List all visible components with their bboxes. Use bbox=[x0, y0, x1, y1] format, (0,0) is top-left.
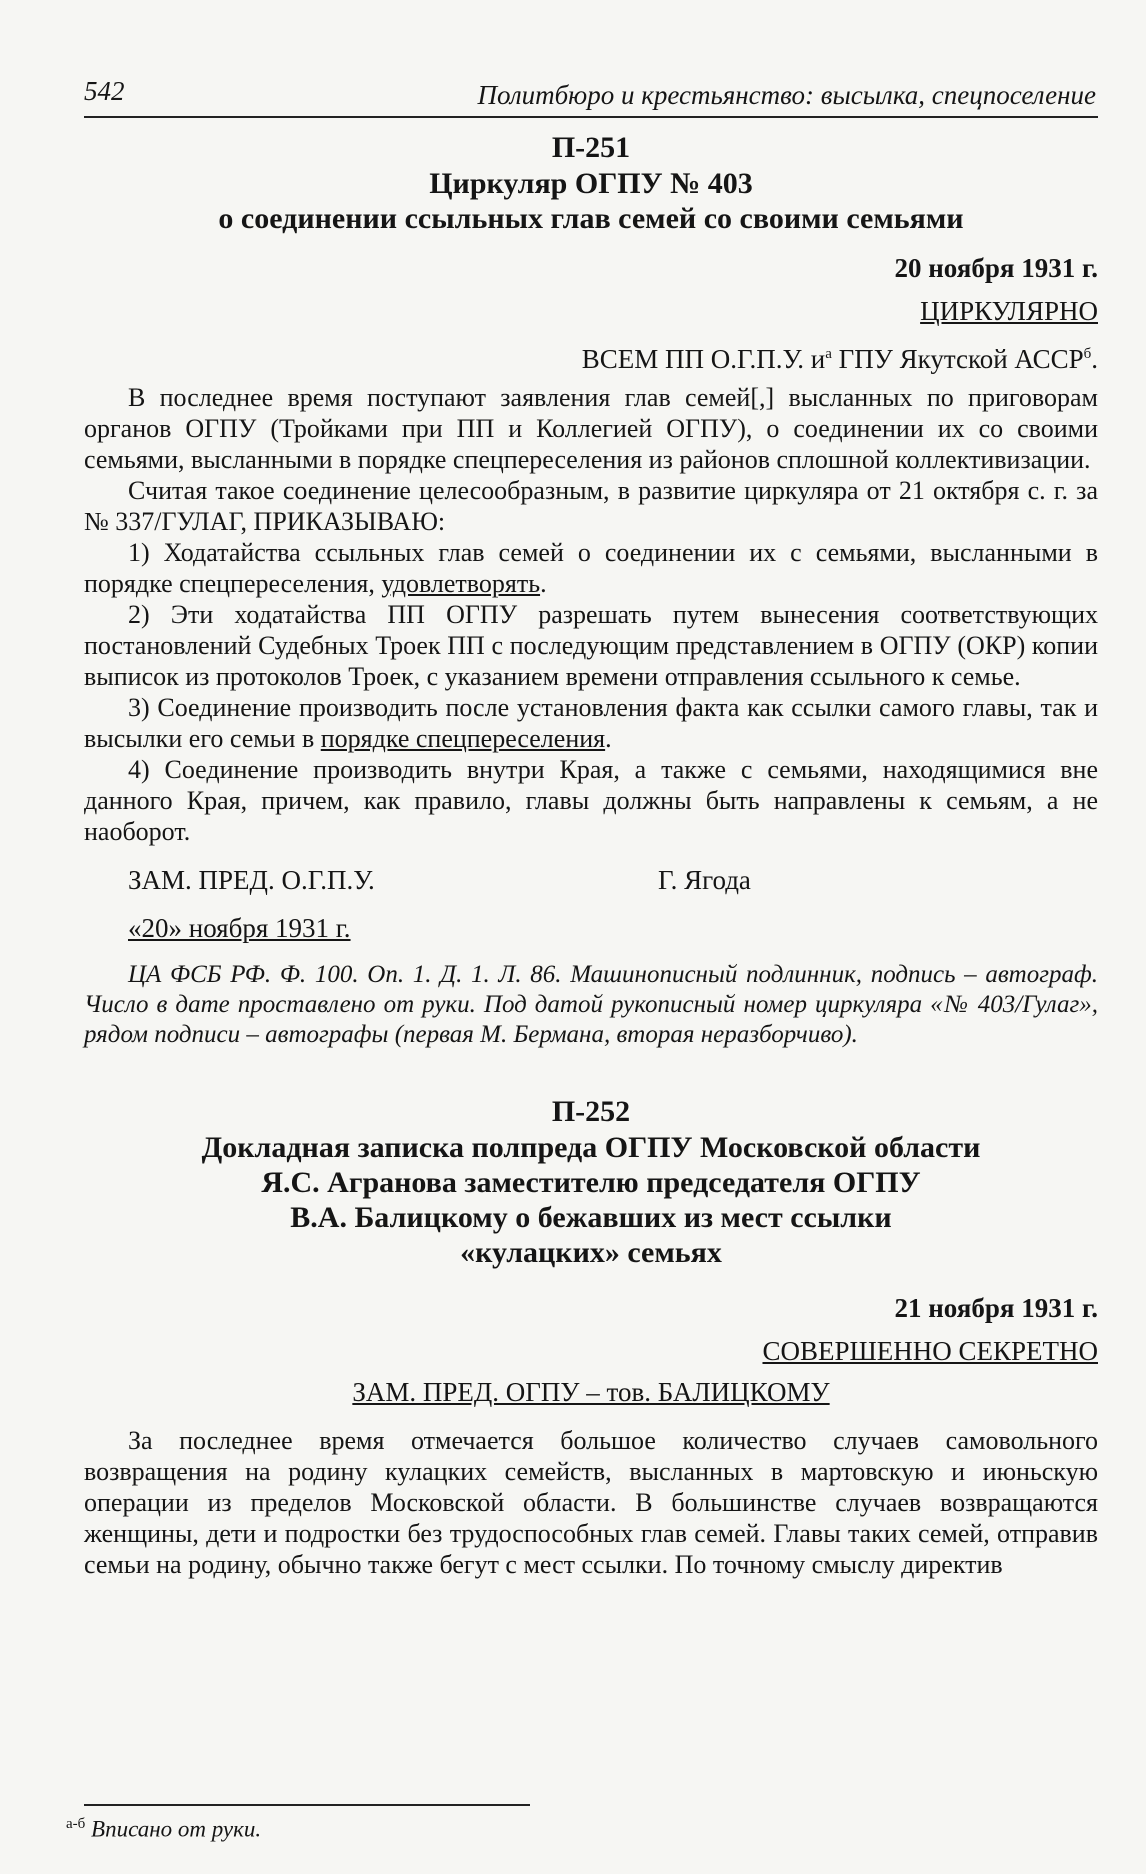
circular-stamp: ЦИРКУЛЯРНО bbox=[920, 296, 1098, 326]
paragraph: 2) Эти ходатайства ПП ОГПУ разрешать путем вынесения соответствующих постановлений Судебных Троек ПП с последующим представлением в ОГПУ (ОКР) копии выписок из протоколов Троек, с указанием времени отправления ссыльного к семье. bbox=[84, 600, 1098, 691]
paragraph-text: 1) Ходатайства ссыльных глав семей о соединении их с семьями, высланными в порядке спецпереселения, bbox=[84, 538, 1098, 598]
document-p251 bbox=[84, 130, 1098, 1050]
page-header bbox=[84, 70, 1098, 118]
document-title-line: Докладная записка полпреда ОГПУ Московской области bbox=[201, 1131, 981, 1164]
page-body bbox=[84, 130, 1098, 1580]
address-main: ВСЕМ ПП О.Г.П.У. и bbox=[581, 344, 826, 374]
document-title-line: «кулацких» семьях bbox=[460, 1236, 722, 1269]
running-title: Политбюро и крестьянство: высылка, спецпоселение bbox=[477, 80, 1096, 110]
signer-title: ЗАМ. ПРЕД. О.Г.П.У. bbox=[128, 865, 375, 895]
paragraph: В последнее время поступают заявления глав семей[,] высланных по приговорам органов ОГПУ (Тройками при ПП и Коллегией ОГПУ), о соединении их со своими семьями, высланными в порядке спецпереселения из районов сплошной коллективизации. bbox=[84, 383, 1098, 474]
document-number: П-251 bbox=[551, 131, 631, 164]
underlined-text: удовлетворять bbox=[381, 569, 541, 598]
address-tail: ГПУ Якутской АССР bbox=[831, 344, 1084, 374]
document-title-line: Я.С. Агранова заместителю председателя ОГПУ bbox=[261, 1166, 921, 1199]
footnote bbox=[66, 1810, 261, 1844]
secrecy-stamp: СОВЕРШЕННО СЕКРЕТНО bbox=[762, 1336, 1098, 1366]
paragraph-text: 3) Соединение производить после установления факта как ссылки самого главы, так и высылки его семьи в bbox=[84, 693, 1098, 753]
paragraph: За последнее время отмечается большое количество случаев самовольного возвращения на родину кулацких семейств, высланных в мартовскую и июньскую операции из пределов Московской области. В большинстве случаев возвращаются женщины, дети и подростки без трудоспособных глав семей. Главы таких семей, отправив семьи на родину, обычно также бегут с мест ссылки. По точному смыслу директив bbox=[84, 1426, 1098, 1579]
document-number: П-252 bbox=[551, 1095, 631, 1128]
document-title-line: о соединении ссыльных глав семей со своими семьями bbox=[218, 202, 964, 235]
signer-name: Г. Ягода bbox=[658, 865, 751, 895]
paragraph-end: . bbox=[540, 569, 547, 598]
document-title-line: Циркуляр ОГПУ № 403 bbox=[429, 167, 753, 200]
address-end: . bbox=[1091, 344, 1098, 374]
document-date: 21 ноября 1931 г. bbox=[894, 1293, 1098, 1323]
addressee: ЗАМ. ПРЕД. ОГПУ – тов. БАЛИЦКОМУ bbox=[352, 1377, 830, 1407]
footnote-divider bbox=[84, 1804, 530, 1806]
archival-source-note: ЦА ФСБ РФ. Ф. 100. Оп. 1. Д. 1. Л. 86. Машинописный подлинник, подпись – автограф. Число в дате проставлено от руки. Под датой рукописный номер циркуляра «№ 403/Гулаг», рядом подписи – автографы (первая М. Бермана, вторая неразборчиво). bbox=[84, 961, 1098, 1048]
footnote-ref-b: б bbox=[1083, 346, 1092, 362]
page-number: 542 bbox=[84, 76, 125, 106]
document-title-line: В.А. Балицкому о бежавших из мест ссылки bbox=[290, 1201, 892, 1234]
footnote-mark: а-б bbox=[66, 1816, 86, 1832]
paragraph bbox=[84, 692, 1098, 754]
signature-row bbox=[84, 859, 1098, 903]
paragraph bbox=[84, 537, 1098, 599]
paragraph-end: . bbox=[605, 724, 612, 753]
footnote-text: Вписано от руки. bbox=[91, 1816, 262, 1842]
paragraph: 4) Соединение производить внутри Края, а также с семьями, находящимися вне данного Края, причем, как правило, главы должны быть направлены к семьям, а не наоборот. bbox=[84, 755, 1098, 846]
paragraph: Считая такое соединение целесообразным, в развитие циркуляра от 21 октября с. г. за № 337/ГУЛАГ, ПРИКАЗЫВАЮ: bbox=[84, 476, 1098, 536]
signature-date: «20» ноября 1931 г. bbox=[128, 913, 351, 943]
document-p252 bbox=[84, 1094, 1098, 1580]
footnote-ref-a: а bbox=[825, 346, 832, 362]
underlined-text: порядке спецпереселения bbox=[320, 724, 606, 753]
document-date: 20 ноября 1931 г. bbox=[894, 253, 1098, 283]
address-line bbox=[84, 338, 1098, 376]
